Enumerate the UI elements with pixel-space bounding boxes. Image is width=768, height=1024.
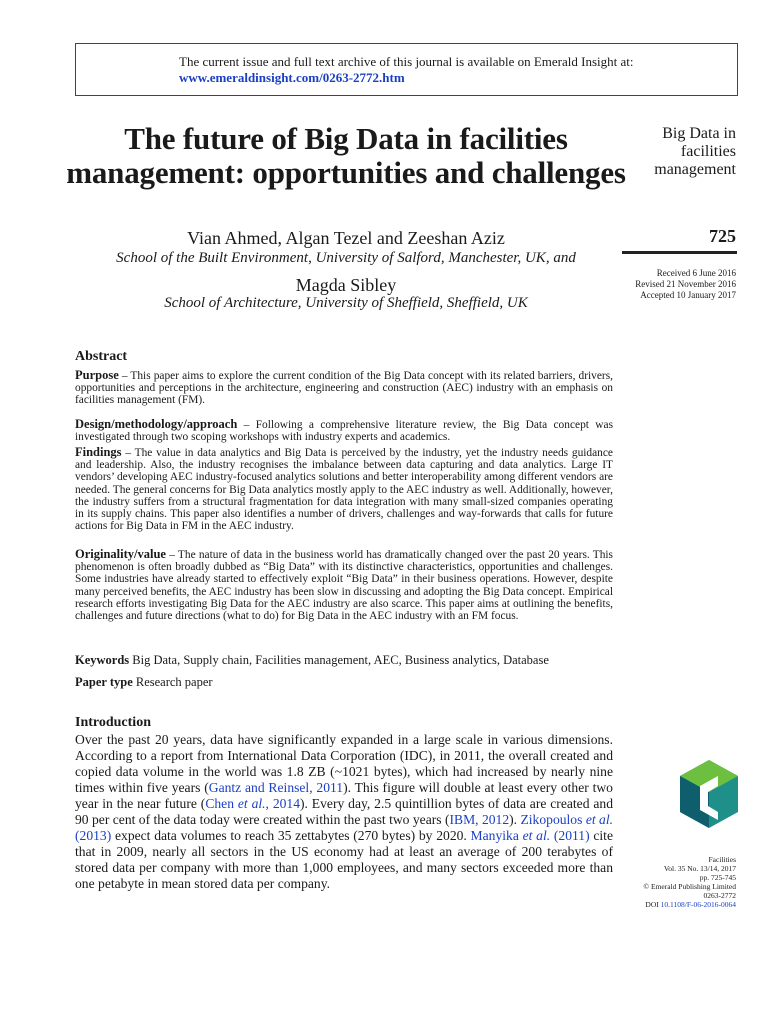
- originality-label: Originality/value: [75, 547, 166, 561]
- intro-text-2: ). This figure will double at least every other two year in the near future (: [75, 780, 613, 811]
- citation-chen-author: Chen: [205, 796, 238, 811]
- journal-volume: Vol. 35 No. 13/14, 2017: [663, 864, 736, 873]
- citation-chen[interactable]: [205, 796, 300, 811]
- citation-ibm[interactable]: IBM, 2012: [449, 812, 510, 827]
- page-number: 725: [709, 226, 736, 246]
- keywords-line: [75, 653, 635, 667]
- article-title: The future of Big Data in facilities management: opportunities and challenges: [66, 121, 626, 190]
- citation-manyika-year: (2011): [550, 828, 590, 843]
- archive-note: The current issue and full text archive of this journal is available on Emerald Insight at:: [179, 54, 634, 69]
- authors-and: and: [372, 228, 408, 248]
- paper-type-label: Paper type: [75, 675, 133, 689]
- journal-pages: pp. 725-745: [699, 873, 736, 882]
- citation-zikopoulos-etal: et al.: [585, 812, 613, 827]
- keywords-text: Big Data, Supply chain, Facilities management, AEC, Business analytics, Database: [129, 653, 549, 667]
- running-title: Big Data in facilities management: [654, 125, 736, 178]
- intro-text-3: ). Every day, 2.5 quintillion bytes of data are created and 90 per cent of the data today were created within the past two years (: [75, 796, 614, 827]
- citation-zikopoulos-author: Zikopoulos: [520, 812, 586, 827]
- findings-text: – The value in data analytics and Big Data is perceived by the industry, yet the industry needs guidance and leadership. Also, the industry recognises the imbalance between data capturing and data analytics. Large IT vendors’ developing AEC industry-focused analytics solutions and better interoperability among different vendors are needed. The general concerns for Big Data analytics mostly apply to the AEC industry as well. Additionally, however, the industry suffers from a structural fragmentation for data integration with many small-sized companies operating in its supply chains. This paper also identifies a number of drivers, challenges and way-forwards that calls for future actions for Big Data in FM in the AEC industry.: [75, 447, 613, 533]
- citation-gantz[interactable]: Gantz and Reinsel, 2011: [208, 780, 344, 795]
- revised-date: Revised 21 November 2016: [635, 279, 736, 289]
- intro-text-4: ).: [509, 812, 521, 827]
- keywords-label: Keywords: [75, 653, 130, 667]
- abstract-originality: [75, 548, 613, 622]
- purpose-text: – This paper aims to explore the current condition of the Big Data concept with its related barriers, drivers, opportunities and perceptions in the architecture, engineering and construction (AEC) industry with an emphasis on facilities management (FM).: [75, 370, 613, 407]
- author-line-1: [62, 227, 630, 249]
- archive-notice-box: [75, 43, 738, 96]
- intro-text-1: Over the past 20 years, data have significantly expanded in a large scale in various dimensions. According to a report from International Data Corporation (IDC), in 2011, the overall created and copied data volume in the world was 1.8 ZB (~1021 bytes), which had increased by nearly nine times within five years (: [75, 732, 613, 795]
- purpose-label: Purpose: [75, 368, 119, 382]
- journal-doi: [600, 900, 736, 909]
- history-dates: [600, 268, 736, 301]
- abstract-heading: Abstract: [75, 349, 128, 364]
- authors-a: Vian Ahmed, Algan Tezel: [187, 228, 373, 248]
- journal-publisher: © Emerald Publishing Limited: [643, 882, 736, 891]
- introduction-text: [75, 732, 613, 892]
- doi-link[interactable]: 10.1108/F-06-2016-0064: [660, 900, 736, 909]
- citation-manyika-etal: et al.: [522, 828, 551, 843]
- journal-metadata: [600, 855, 736, 909]
- emerald-publishing-logo-icon: [678, 758, 740, 830]
- citation-chen-year: , 2014: [265, 796, 301, 811]
- paper-type-line: [75, 675, 635, 689]
- archive-url-link[interactable]: www.emeraldinsight.com/0263-2772.htm: [179, 70, 405, 85]
- citation-manyika-author: Manyika: [470, 828, 523, 843]
- author-line-2: Magda Sibley: [295, 275, 397, 295]
- paper-type-text: Research paper: [132, 675, 213, 689]
- affiliation-1: School of the Built Environment, University of Salford, Manchester, UK, and: [116, 250, 576, 266]
- sidebar-rule: [622, 251, 737, 254]
- design-text: – Following a comprehensive literature review, the Big Data concept was investigated through two scoping workshops with industry experts and academics.: [75, 419, 613, 444]
- citation-zikopoulos-year: (2013): [75, 828, 112, 843]
- intro-text-6: cite that in 2009, nearly all sectors in the US economy had at least an average of 200 terabytes of stored data per company with more than 1,000 employees, and many sectors exceeded more than one petabyte in mean stored data per company.: [75, 828, 613, 891]
- findings-label: Findings: [75, 445, 122, 459]
- citation-chen-etal: et al.: [237, 796, 266, 811]
- authors-b: Zeeshan Aziz: [407, 228, 505, 248]
- abstract-design: [75, 418, 613, 443]
- journal-issn: 0263-2772: [703, 891, 736, 900]
- introduction-heading: Introduction: [75, 715, 151, 730]
- design-label: Design/methodology/approach: [75, 417, 238, 431]
- abstract-findings: [75, 446, 613, 532]
- abstract-purpose: [75, 369, 613, 407]
- citation-manyika[interactable]: [471, 828, 590, 843]
- received-date: Received 6 June 2016: [656, 268, 736, 278]
- originality-text: – The nature of data in the business world has dramatically changed over the past 20 years. This phenomenon is often broadly dubbed as “Big Data” with its distinctive characteristics, opportunities and challenges. Some industries have already started to effectively exploit “Big Data” in their business operations. However, despite many perceived benefits, the AEC industry has been slow in discussing and adopting the Big Data concept. Empirical research efforts investigating Big Data for the AEC industry are also scarce. This paper aims at outlining the benefits, challenges and future directions (what to do) for Big Data in the AEC industry with an FM focus.: [75, 549, 613, 623]
- intro-text-5: expect data volumes to reach 35 zettabytes (270 bytes) by 2020.: [111, 828, 471, 843]
- journal-name: Facilities: [708, 855, 736, 864]
- introduction-paragraph: [75, 732, 613, 892]
- doi-label: DOI: [645, 900, 661, 909]
- accepted-date: Accepted 10 January 2017: [640, 290, 736, 300]
- affiliation-2: School of Architecture, University of Sheffield, Sheffield, UK: [164, 295, 528, 311]
